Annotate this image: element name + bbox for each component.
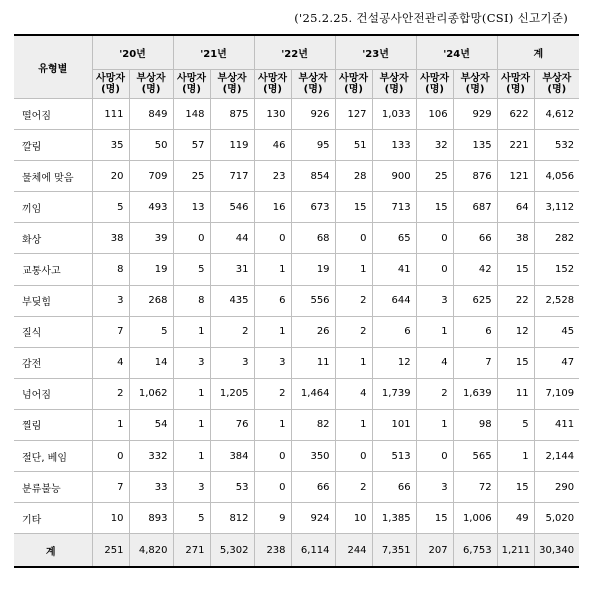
deaths-cell: 106 — [416, 99, 453, 130]
year-header: '23년 — [335, 35, 416, 70]
deaths-cell: 1 — [335, 254, 372, 285]
injuries-header: 부상자 (명) — [129, 70, 173, 99]
deaths-cell: 1 — [92, 409, 129, 440]
row-label: 감전 — [14, 347, 92, 378]
deaths-cell: 16 — [254, 192, 291, 223]
deaths-header: 사망자 (명) — [254, 70, 291, 99]
injuries-cell: 39 — [129, 223, 173, 254]
injuries-cell: 66 — [291, 472, 335, 503]
deaths-cell: 2 — [416, 378, 453, 409]
injuries-cell: 2,144 — [534, 441, 579, 472]
row-label: 떨어짐 — [14, 99, 92, 130]
injuries-header: 부상자 (명) — [291, 70, 335, 99]
injuries-cell: 47 — [534, 347, 579, 378]
table-row — [14, 223, 579, 254]
deaths-header: 사망자 (명) — [497, 70, 534, 99]
injuries-cell: 95 — [291, 130, 335, 161]
injuries-cell: 19 — [291, 254, 335, 285]
deaths-cell: 1 — [173, 378, 210, 409]
row-label: 부딪힘 — [14, 285, 92, 316]
deaths-cell: 251 — [92, 534, 129, 568]
injuries-cell: 2,528 — [534, 285, 579, 316]
row-label: 질식 — [14, 316, 92, 347]
deaths-cell: 238 — [254, 534, 291, 568]
row-label: 찔림 — [14, 409, 92, 440]
injuries-cell: 98 — [453, 409, 497, 440]
injuries-cell: 713 — [372, 192, 416, 223]
deaths-cell: 4 — [416, 347, 453, 378]
injuries-cell: 565 — [453, 441, 497, 472]
deaths-cell: 0 — [416, 223, 453, 254]
table-row — [14, 254, 579, 285]
deaths-cell: 1 — [416, 316, 453, 347]
injuries-cell: 673 — [291, 192, 335, 223]
injuries-cell: 76 — [210, 409, 254, 440]
deaths-cell: 5 — [173, 254, 210, 285]
injuries-cell: 926 — [291, 99, 335, 130]
deaths-cell: 2 — [254, 378, 291, 409]
injuries-cell: 1,385 — [372, 503, 416, 534]
injuries-header: 부상자 (명) — [372, 70, 416, 99]
deaths-cell: 4 — [92, 347, 129, 378]
deaths-cell: 221 — [497, 130, 534, 161]
row-label: 화상 — [14, 223, 92, 254]
deaths-cell: 0 — [254, 441, 291, 472]
injuries-cell: 875 — [210, 99, 254, 130]
injuries-cell: 876 — [453, 161, 497, 192]
injuries-cell: 290 — [534, 472, 579, 503]
deaths-cell: 3 — [254, 347, 291, 378]
injuries-cell: 812 — [210, 503, 254, 534]
injuries-cell: 4,612 — [534, 99, 579, 130]
deaths-cell: 15 — [335, 192, 372, 223]
year-header-row — [14, 35, 579, 70]
injuries-cell: 493 — [129, 192, 173, 223]
injuries-header: 부상자 (명) — [453, 70, 497, 99]
deaths-cell: 15 — [416, 503, 453, 534]
deaths-cell: 4 — [335, 378, 372, 409]
deaths-cell: 38 — [92, 223, 129, 254]
injuries-cell: 546 — [210, 192, 254, 223]
deaths-cell: 3 — [173, 347, 210, 378]
injuries-cell: 6,753 — [453, 534, 497, 568]
injuries-cell: 82 — [291, 409, 335, 440]
row-label: 넘어짐 — [14, 378, 92, 409]
injuries-cell: 644 — [372, 285, 416, 316]
deaths-cell: 0 — [335, 223, 372, 254]
injuries-cell: 7 — [453, 347, 497, 378]
deaths-cell: 2 — [335, 285, 372, 316]
injuries-cell: 68 — [291, 223, 335, 254]
deaths-cell: 3 — [416, 472, 453, 503]
deaths-cell: 0 — [416, 254, 453, 285]
deaths-cell: 46 — [254, 130, 291, 161]
injuries-cell: 3 — [210, 347, 254, 378]
injuries-cell: 900 — [372, 161, 416, 192]
sub-header-row — [14, 70, 579, 99]
row-label: 깔림 — [14, 130, 92, 161]
deaths-cell: 12 — [497, 316, 534, 347]
deaths-cell: 20 — [92, 161, 129, 192]
deaths-cell: 121 — [497, 161, 534, 192]
deaths-header: 사망자 (명) — [92, 70, 129, 99]
deaths-cell: 1 — [173, 409, 210, 440]
injuries-cell: 7,109 — [534, 378, 579, 409]
injuries-cell: 133 — [372, 130, 416, 161]
deaths-cell: 148 — [173, 99, 210, 130]
deaths-cell: 1 — [254, 409, 291, 440]
deaths-cell: 244 — [335, 534, 372, 568]
injuries-cell: 6 — [453, 316, 497, 347]
deaths-cell: 15 — [416, 192, 453, 223]
injuries-cell: 513 — [372, 441, 416, 472]
injuries-cell: 4,056 — [534, 161, 579, 192]
injuries-cell: 30,340 — [534, 534, 579, 568]
injuries-cell: 12 — [372, 347, 416, 378]
injuries-cell: 849 — [129, 99, 173, 130]
deaths-cell: 57 — [173, 130, 210, 161]
deaths-cell: 10 — [335, 503, 372, 534]
deaths-header: 사망자 (명) — [173, 70, 210, 99]
injuries-cell: 101 — [372, 409, 416, 440]
injuries-cell: 4,820 — [129, 534, 173, 568]
deaths-cell: 5 — [92, 192, 129, 223]
deaths-cell: 1 — [335, 409, 372, 440]
injuries-cell: 1,739 — [372, 378, 416, 409]
row-label: 기타 — [14, 503, 92, 534]
deaths-cell: 0 — [335, 441, 372, 472]
injuries-cell: 384 — [210, 441, 254, 472]
injuries-cell: 350 — [291, 441, 335, 472]
deaths-cell: 3 — [173, 472, 210, 503]
total-label: 계 — [14, 534, 92, 568]
injuries-cell: 532 — [534, 130, 579, 161]
injuries-cell: 6 — [372, 316, 416, 347]
injuries-cell: 893 — [129, 503, 173, 534]
injuries-cell: 1,062 — [129, 378, 173, 409]
deaths-cell: 0 — [254, 223, 291, 254]
injuries-cell: 11 — [291, 347, 335, 378]
table-row — [14, 285, 579, 316]
table-row — [14, 441, 579, 472]
deaths-cell: 51 — [335, 130, 372, 161]
injuries-cell: 411 — [534, 409, 579, 440]
table-row — [14, 347, 579, 378]
deaths-cell: 7 — [92, 316, 129, 347]
injuries-cell: 625 — [453, 285, 497, 316]
injuries-cell: 41 — [372, 254, 416, 285]
deaths-cell: 0 — [92, 441, 129, 472]
row-label: 물체에 맞음 — [14, 161, 92, 192]
source-note: ('25.2.25. 건설공사안전관리종합망(CSI) 신고기준) — [294, 11, 568, 25]
injuries-cell: 854 — [291, 161, 335, 192]
total-row — [14, 534, 579, 568]
deaths-cell: 130 — [254, 99, 291, 130]
deaths-cell: 13 — [173, 192, 210, 223]
table-row — [14, 316, 579, 347]
deaths-cell: 6 — [254, 285, 291, 316]
deaths-cell: 64 — [497, 192, 534, 223]
injuries-cell: 3,112 — [534, 192, 579, 223]
deaths-cell: 207 — [416, 534, 453, 568]
deaths-cell: 1 — [335, 347, 372, 378]
injuries-cell: 1,033 — [372, 99, 416, 130]
deaths-cell: 15 — [497, 254, 534, 285]
table-row — [14, 378, 579, 409]
deaths-header: 사망자 (명) — [416, 70, 453, 99]
deaths-cell: 622 — [497, 99, 534, 130]
deaths-cell: 5 — [173, 503, 210, 534]
deaths-cell: 111 — [92, 99, 129, 130]
row-label: 끼임 — [14, 192, 92, 223]
injuries-cell: 687 — [453, 192, 497, 223]
injuries-cell: 5,302 — [210, 534, 254, 568]
table-row — [14, 161, 579, 192]
injuries-cell: 50 — [129, 130, 173, 161]
deaths-cell: 3 — [416, 285, 453, 316]
table-row — [14, 99, 579, 130]
injuries-header: 부상자 (명) — [534, 70, 579, 99]
injuries-header: 부상자 (명) — [210, 70, 254, 99]
accident-statistics-table — [14, 34, 579, 568]
deaths-cell: 35 — [92, 130, 129, 161]
injuries-cell: 44 — [210, 223, 254, 254]
injuries-cell: 6,114 — [291, 534, 335, 568]
injuries-cell: 2 — [210, 316, 254, 347]
table-row — [14, 503, 579, 534]
table-row — [14, 409, 579, 440]
deaths-header: 사망자 (명) — [335, 70, 372, 99]
deaths-cell: 11 — [497, 378, 534, 409]
deaths-cell: 8 — [173, 285, 210, 316]
deaths-cell: 1 — [254, 254, 291, 285]
injuries-cell: 119 — [210, 130, 254, 161]
injuries-cell: 929 — [453, 99, 497, 130]
injuries-cell: 282 — [534, 223, 579, 254]
table-row — [14, 472, 579, 503]
deaths-cell: 9 — [254, 503, 291, 534]
injuries-cell: 1,205 — [210, 378, 254, 409]
year-header: '21년 — [173, 35, 254, 70]
year-header: '24년 — [416, 35, 497, 70]
deaths-cell: 32 — [416, 130, 453, 161]
deaths-cell: 2 — [335, 316, 372, 347]
deaths-cell: 2 — [92, 378, 129, 409]
deaths-cell: 1 — [254, 316, 291, 347]
deaths-cell: 0 — [173, 223, 210, 254]
deaths-cell: 5 — [497, 409, 534, 440]
deaths-cell: 8 — [92, 254, 129, 285]
total-column-header: 계 — [497, 35, 579, 70]
deaths-cell: 38 — [497, 223, 534, 254]
deaths-cell: 25 — [416, 161, 453, 192]
injuries-cell: 54 — [129, 409, 173, 440]
deaths-cell: 127 — [335, 99, 372, 130]
row-label: 절단, 베임 — [14, 441, 92, 472]
deaths-cell: 1 — [497, 441, 534, 472]
deaths-cell: 10 — [92, 503, 129, 534]
deaths-cell: 22 — [497, 285, 534, 316]
injuries-cell: 19 — [129, 254, 173, 285]
deaths-cell: 1 — [173, 441, 210, 472]
injuries-cell: 717 — [210, 161, 254, 192]
type-column-header: 유형별 — [14, 35, 92, 99]
injuries-cell: 135 — [453, 130, 497, 161]
injuries-cell: 924 — [291, 503, 335, 534]
deaths-cell: 23 — [254, 161, 291, 192]
injuries-cell: 1,639 — [453, 378, 497, 409]
deaths-cell: 25 — [173, 161, 210, 192]
injuries-cell: 1,006 — [453, 503, 497, 534]
year-header: '22년 — [254, 35, 335, 70]
deaths-cell: 7 — [92, 472, 129, 503]
injuries-cell: 45 — [534, 316, 579, 347]
table-row — [14, 130, 579, 161]
deaths-cell: 28 — [335, 161, 372, 192]
deaths-cell: 15 — [497, 347, 534, 378]
deaths-cell: 2 — [335, 472, 372, 503]
deaths-cell: 49 — [497, 503, 534, 534]
deaths-cell: 3 — [92, 285, 129, 316]
injuries-cell: 5,020 — [534, 503, 579, 534]
injuries-cell: 42 — [453, 254, 497, 285]
injuries-cell: 435 — [210, 285, 254, 316]
injuries-cell: 33 — [129, 472, 173, 503]
injuries-cell: 14 — [129, 347, 173, 378]
deaths-cell: 0 — [254, 472, 291, 503]
injuries-cell: 66 — [372, 472, 416, 503]
injuries-cell: 66 — [453, 223, 497, 254]
injuries-cell: 53 — [210, 472, 254, 503]
injuries-cell: 31 — [210, 254, 254, 285]
injuries-cell: 556 — [291, 285, 335, 316]
injuries-cell: 268 — [129, 285, 173, 316]
injuries-cell: 709 — [129, 161, 173, 192]
year-header: '20년 — [92, 35, 173, 70]
deaths-cell: 1 — [416, 409, 453, 440]
injuries-cell: 7,351 — [372, 534, 416, 568]
injuries-cell: 26 — [291, 316, 335, 347]
deaths-cell: 1 — [173, 316, 210, 347]
injuries-cell: 5 — [129, 316, 173, 347]
deaths-cell: 15 — [497, 472, 534, 503]
row-label: 교통사고 — [14, 254, 92, 285]
deaths-cell: 1,211 — [497, 534, 534, 568]
injuries-cell: 332 — [129, 441, 173, 472]
injuries-cell: 152 — [534, 254, 579, 285]
injuries-cell: 72 — [453, 472, 497, 503]
table-body — [14, 99, 579, 568]
deaths-cell: 0 — [416, 441, 453, 472]
table-row — [14, 192, 579, 223]
injuries-cell: 65 — [372, 223, 416, 254]
row-label: 분류불능 — [14, 472, 92, 503]
injuries-cell: 1,464 — [291, 378, 335, 409]
deaths-cell: 271 — [173, 534, 210, 568]
